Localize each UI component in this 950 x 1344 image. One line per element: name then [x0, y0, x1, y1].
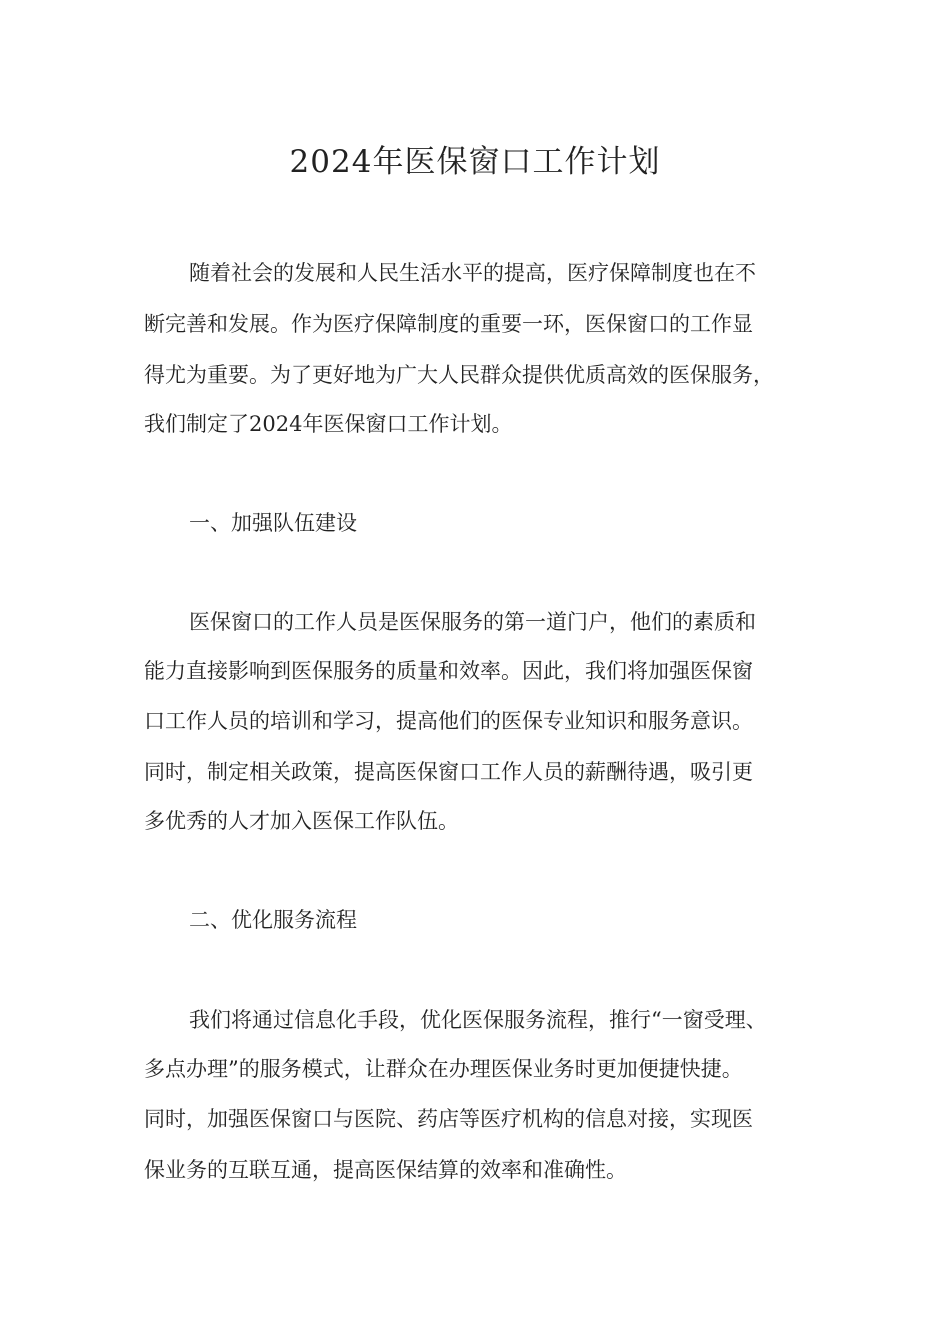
section-2-line-3: 同时，加强医保窗口与医院、药店等医疗机构的信息对接，实现医 — [144, 1107, 753, 1131]
intro-line-3: 得尤为重要。为了更好地为广大人民群众提供优质高效的医保服务， — [144, 363, 774, 387]
intro-line-1: 随着社会的发展和人民生活水平的提高，医疗保障制度也在不 — [189, 261, 756, 285]
document-title: 2024年医保窗口工作计划 — [289, 144, 661, 180]
section-2-line-2: 多点办理”的服务模式，让群众在办理医保业务时更加便捷快捷。 — [144, 1057, 743, 1081]
section-1-line-5: 多优秀的人才加入医保工作队伍。 — [144, 809, 459, 833]
section-2-heading: 二、优化服务流程 — [189, 908, 357, 932]
intro-line-2: 断完善和发展。作为医疗保障制度的重要一环，医保窗口的工作显 — [144, 312, 753, 336]
section-1-line-3: 口工作人员的培训和学习，提高他们的医保专业知识和服务意识。 — [144, 709, 753, 733]
intro-line-4: 我们制定了2024年医保窗口工作计划。 — [144, 412, 513, 436]
section-2-line-4: 保业务的互联互通，提高医保结算的效率和准确性。 — [144, 1158, 627, 1182]
section-1-line-2: 能力直接影响到医保服务的质量和效率。因此，我们将加强医保窗 — [144, 659, 753, 683]
section-2-line-1: 我们将通过信息化手段，优化医保服务流程，推行“一窗受理、 — [189, 1008, 767, 1032]
section-1-line-4: 同时，制定相关政策，提高医保窗口工作人员的薪酬待遇，吸引更 — [144, 760, 753, 784]
section-1-heading: 一、加强队伍建设 — [189, 511, 357, 535]
section-1-line-1: 医保窗口的工作人员是医保服务的第一道门户，他们的素质和 — [189, 610, 756, 634]
